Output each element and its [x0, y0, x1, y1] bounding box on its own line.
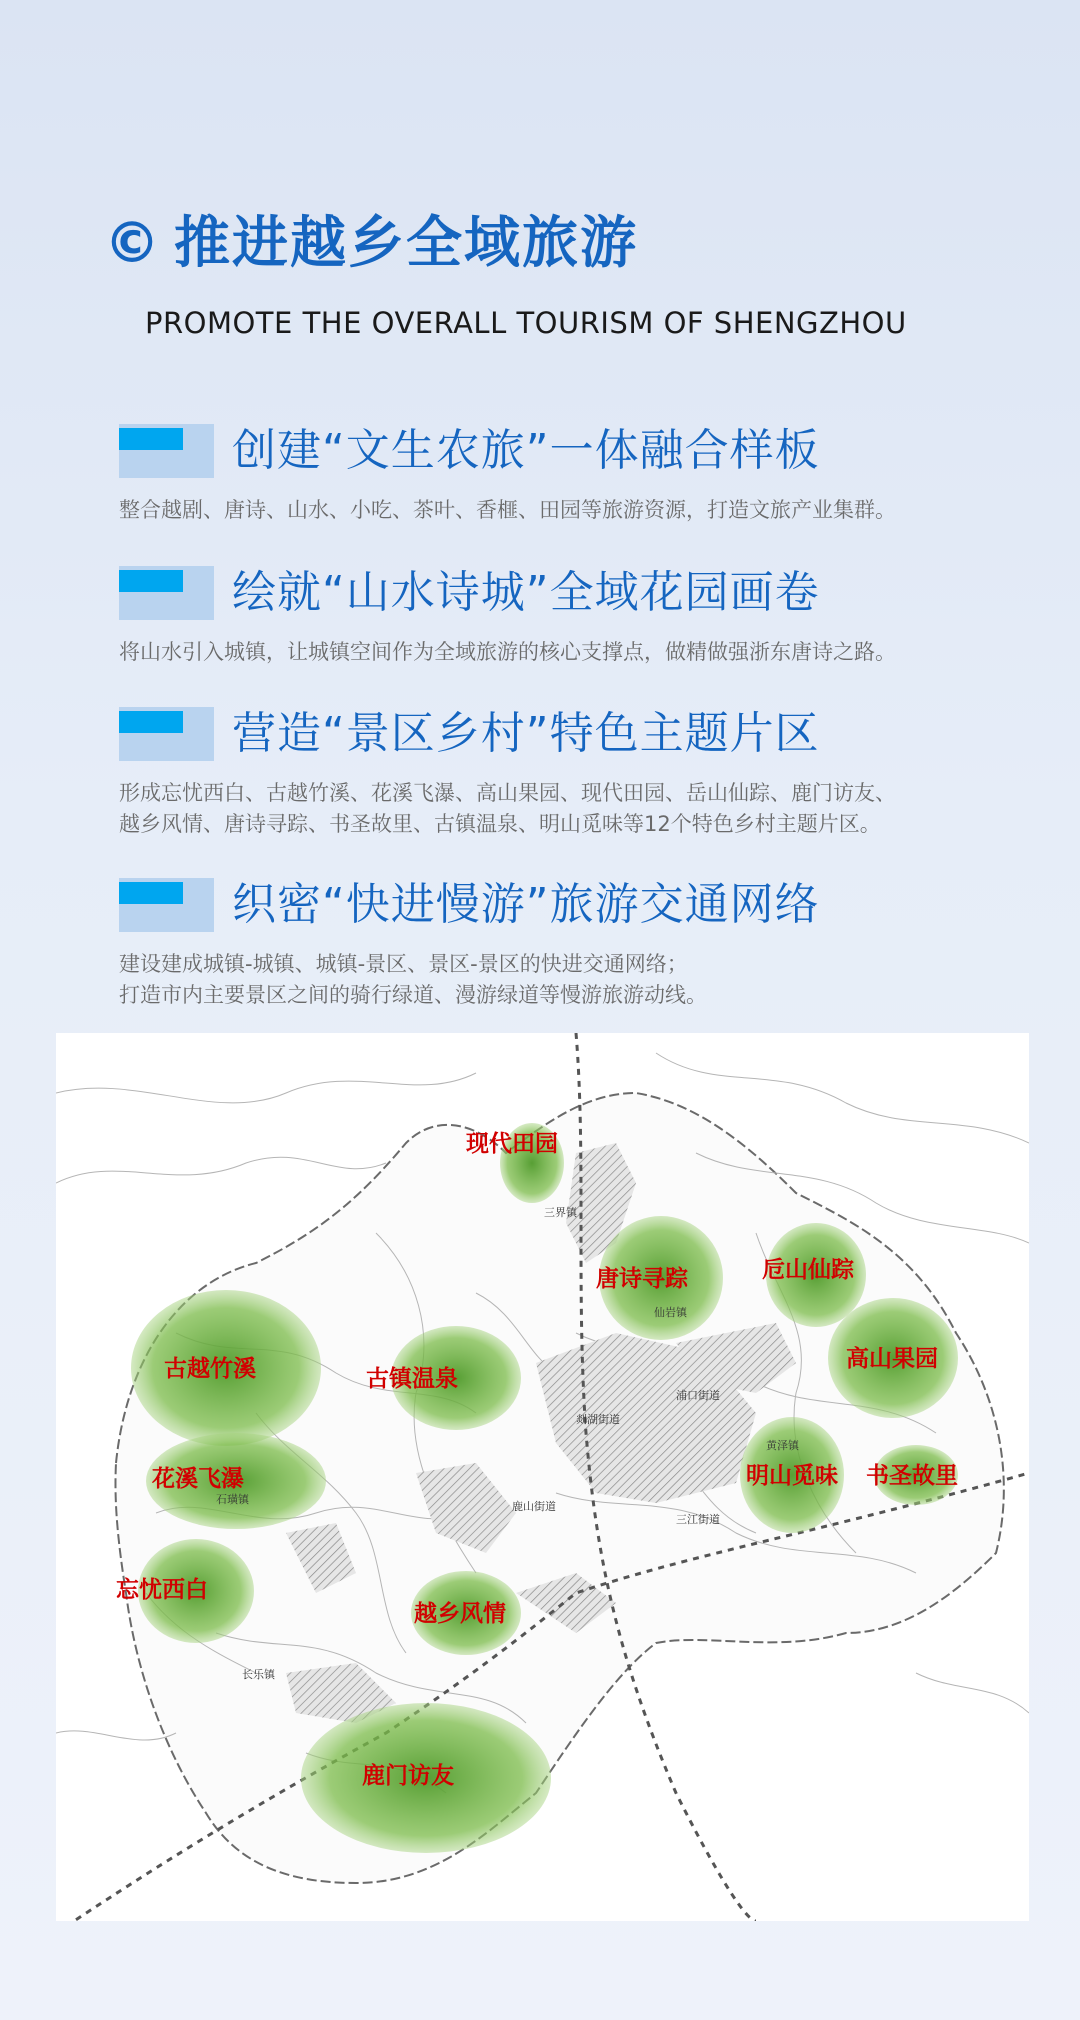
town-label: 石璜镇 — [216, 1493, 249, 1506]
town-label: 剡湖街道 — [576, 1413, 620, 1426]
section-4 — [119, 875, 1019, 1011]
section-bar-icon — [119, 878, 214, 932]
town-label: 黄泽镇 — [766, 1439, 799, 1452]
section-desc — [119, 778, 1019, 840]
zone-label: 忘忧西白 — [116, 1577, 208, 1603]
zone-label: 越乡风情 — [414, 1601, 506, 1627]
section-desc-line: 打造市内主要景区之间的骑行绿道、漫游绿道等慢游旅游动线。 — [119, 983, 707, 1007]
section-bar-icon — [119, 424, 214, 478]
zone-label: 书圣故里 — [866, 1463, 958, 1489]
section-desc-line: 形成忘忧西白、古越竹溪、花溪飞瀑、高山果园、现代田园、岳山仙踪、鹿门访友、 — [119, 781, 896, 805]
section-title: 绘就“山水诗城”全域花园画卷 — [232, 567, 820, 618]
town-label: 三界镇 — [544, 1206, 577, 1219]
copyright-icon: © — [104, 211, 160, 276]
section-desc-line: 越乡风情、唐诗寻踪、书圣故里、古镇温泉、明山觅味等12个特色乡村主题片区。 — [119, 812, 881, 836]
zone-label: 现代田园 — [466, 1131, 558, 1157]
section-2 — [119, 563, 1019, 668]
zone-label: 花溪飞瀑 — [152, 1466, 244, 1492]
zone-label: 古越竹溪 — [164, 1356, 256, 1382]
town-label: 三江街道 — [676, 1513, 720, 1526]
zone-label: 唐诗寻踪 — [596, 1266, 688, 1292]
page-subtitle: PROMOTE THE OVERALL TOURISM OF SHENGZHOU — [145, 306, 907, 340]
town-label: 长乐镇 — [242, 1668, 275, 1681]
section-title: 织密“快进慢游”旅游交通网络 — [232, 879, 820, 930]
zone-label: 鹿门访友 — [362, 1763, 454, 1789]
zone-label: 明山觅味 — [746, 1463, 838, 1489]
page-header — [104, 211, 638, 276]
zone-label: 古镇温泉 — [366, 1366, 458, 1392]
town-label: 仙岩镇 — [654, 1306, 687, 1319]
town-label: 鹿山街道 — [512, 1500, 556, 1513]
zone-label: 卮山仙踪 — [762, 1257, 854, 1283]
section-title: 创建“文生农旅”一体融合样板 — [232, 425, 820, 476]
zone-label: 高山果园 — [846, 1346, 938, 1372]
section-desc: 整合越剧、唐诗、山水、小吃、茶叶、香榧、田园等旅游资源，打造文旅产业集群。 — [119, 498, 896, 522]
section-bar-icon — [119, 707, 214, 761]
section-1 — [119, 421, 1019, 526]
map-svg — [56, 1033, 1029, 1921]
town-label: 浦口街道 — [676, 1389, 720, 1402]
section-title: 营造“景区乡村”特色主题片区 — [232, 708, 820, 759]
section-bar-icon — [119, 566, 214, 620]
section-desc — [119, 949, 1019, 1011]
section-desc: 将山水引入城镇，让城镇空间作为全域旅游的核心支撑点，做精做强浙东唐诗之路。 — [119, 640, 896, 664]
section-3 — [119, 704, 1019, 840]
tourism-zone-map — [56, 1033, 1029, 1921]
page-title: 推进越乡全域旅游 — [174, 211, 638, 276]
section-desc-line: 建设建成城镇-城镇、城镇-景区、景区-景区的快进交通网络； — [119, 952, 688, 976]
